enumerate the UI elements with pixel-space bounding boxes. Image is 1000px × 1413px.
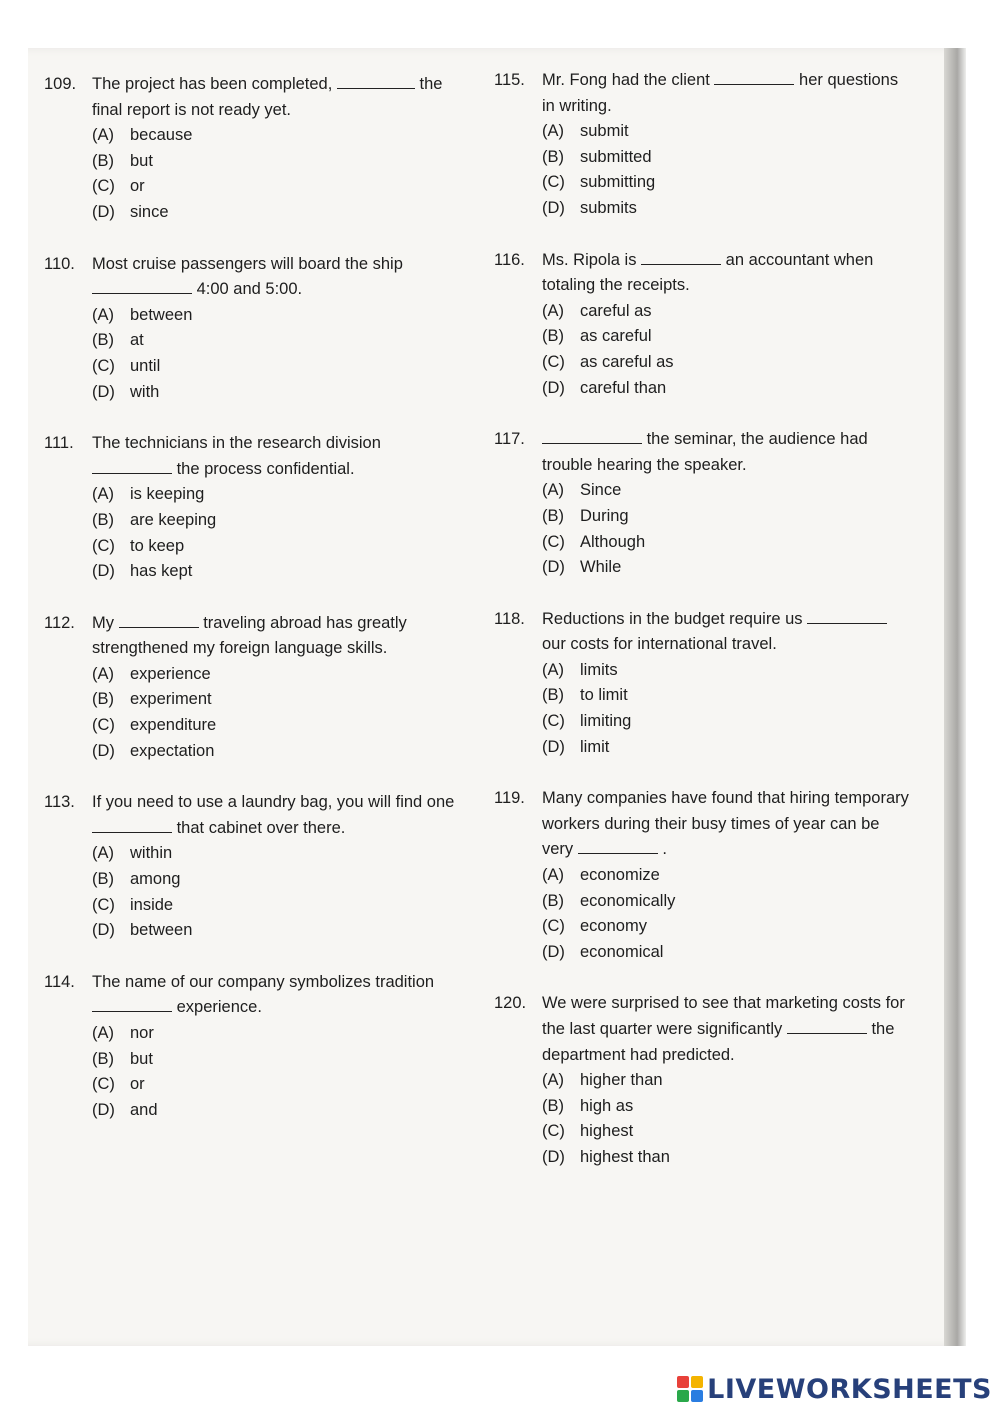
- question-text: [542, 991, 914, 1068]
- option-d[interactable]: (D) with: [92, 382, 160, 401]
- question-number: 117.: [494, 430, 525, 449]
- option-d[interactable]: (D) expectation: [92, 741, 215, 760]
- question-109: [44, 72, 464, 226]
- option-a[interactable]: (A) Since: [542, 481, 622, 500]
- option-a[interactable]: (A) between: [92, 305, 193, 324]
- option-a[interactable]: (A) careful as: [542, 301, 652, 320]
- question-text-after: an accountant when totaling the receipts.: [542, 250, 874, 295]
- answer-blank: [337, 74, 415, 89]
- option-a[interactable]: (A) nor: [92, 1024, 154, 1042]
- question-text-before: If you need to use a laundry bag, you will find one: [92, 793, 455, 812]
- options-list: [92, 662, 464, 764]
- option-c[interactable]: (C) expenditure: [92, 716, 217, 735]
- question-text-after: experience.: [176, 998, 262, 1017]
- answer-blank: [92, 818, 172, 833]
- option-b[interactable]: (B) high as: [542, 1096, 634, 1115]
- answer-blank: [119, 613, 199, 628]
- option-c[interactable]: (C) as careful as: [542, 352, 674, 371]
- question-text: [92, 611, 464, 662]
- answer-blank: [807, 609, 887, 624]
- option-a[interactable]: (A) limits: [542, 660, 618, 679]
- question-110: [44, 252, 464, 406]
- options-list: [542, 299, 914, 401]
- answer-blank: [578, 839, 658, 854]
- question-text-before: Most cruise passengers will board the ship: [92, 254, 403, 273]
- option-b[interactable]: (B) but: [92, 1049, 153, 1068]
- logo-square-red: [677, 1376, 689, 1388]
- question-number: 110.: [44, 254, 75, 273]
- option-a[interactable]: (A) is keeping: [92, 485, 205, 504]
- option-d[interactable]: (D) since: [92, 202, 169, 221]
- question-text-after: traveling abroad has greatly strengthened my foreign language skills.: [92, 613, 407, 658]
- options-list: [542, 863, 914, 965]
- option-d[interactable]: (D) between: [92, 921, 193, 940]
- question-text: [92, 431, 464, 482]
- question-text-after: our costs for international travel.: [542, 635, 777, 654]
- option-a[interactable]: (A) higher than: [542, 1071, 663, 1090]
- option-a[interactable]: (A) experience: [92, 664, 211, 683]
- option-b[interactable]: (B) During: [542, 506, 629, 525]
- option-c[interactable]: (C) Although: [542, 532, 646, 551]
- option-b[interactable]: (B) submitted: [542, 147, 652, 166]
- option-c[interactable]: (C) or: [92, 1075, 145, 1094]
- question-114: [44, 970, 464, 1124]
- question-text-before: Ms. Ripola is: [542, 250, 637, 269]
- liveworksheets-logo: [677, 1373, 992, 1405]
- question-number: 111.: [44, 434, 74, 453]
- question-text-after: the process confidential.: [176, 459, 355, 478]
- question-number: 113.: [44, 793, 75, 812]
- question-text-after: .: [662, 840, 667, 859]
- question-text-after: her questions in writing.: [542, 71, 899, 115]
- logo-square-yellow: [691, 1376, 703, 1388]
- liveworksheets-logo-text: LIVEWORKSHEETS: [707, 1373, 992, 1405]
- question-text: [92, 790, 464, 841]
- answer-blank: [92, 279, 192, 294]
- option-c[interactable]: (C) to keep: [92, 536, 185, 555]
- question-text: [542, 248, 914, 299]
- question-number: 115.: [494, 71, 525, 89]
- option-a[interactable]: (A) within: [92, 844, 173, 863]
- option-c[interactable]: (C) submitting: [542, 173, 656, 192]
- option-d[interactable]: (D) submits: [542, 198, 637, 217]
- answer-blank: [542, 429, 642, 444]
- question-number: 119.: [494, 789, 525, 808]
- question-text-before: My: [92, 613, 114, 632]
- options-list: [542, 478, 914, 580]
- question-119: [494, 786, 914, 965]
- question-text-before: Many companies have found that hiring temporary workers during their busy times of year can be very: [542, 789, 909, 859]
- question-text-before: The project has been completed,: [92, 75, 333, 93]
- answer-blank: [92, 459, 172, 474]
- question-111: [44, 431, 464, 585]
- question-112: [44, 611, 464, 765]
- option-d[interactable]: (D) While: [542, 558, 622, 577]
- question-118: [494, 607, 914, 761]
- question-113: [44, 790, 464, 944]
- question-number: 114.: [44, 972, 75, 991]
- question-number: 112.: [44, 613, 75, 632]
- question-115: [494, 68, 914, 222]
- question-text: [542, 607, 914, 658]
- option-a[interactable]: (A) because: [92, 126, 193, 145]
- option-c[interactable]: (C) or: [92, 177, 145, 196]
- answer-blank: [641, 250, 721, 265]
- options-list: [92, 841, 464, 943]
- options-list: [92, 303, 464, 405]
- question-text-after: 4:00 and 5:00.: [196, 280, 303, 299]
- option-b[interactable]: (B) to limit: [542, 686, 628, 705]
- option-c[interactable]: (C) until: [92, 356, 161, 375]
- option-d[interactable]: (D) highest than: [542, 1147, 670, 1166]
- left-question-column: [44, 72, 464, 1149]
- question-text: [92, 970, 464, 1021]
- options-list: [542, 1068, 914, 1170]
- option-b[interactable]: (B) but: [92, 151, 153, 170]
- logo-square-green: [677, 1390, 689, 1402]
- option-a[interactable]: (A) submit: [542, 122, 629, 141]
- question-number: 109.: [44, 75, 77, 93]
- options-list: [542, 658, 914, 760]
- question-117: [494, 427, 914, 581]
- options-list: [92, 123, 464, 225]
- question-number: 120.: [494, 994, 527, 1013]
- options-list: [542, 119, 914, 221]
- liveworksheets-logo-icon: [677, 1376, 703, 1402]
- option-b[interactable]: (B) economically: [542, 891, 676, 910]
- question-text: [542, 427, 914, 478]
- answer-blank: [714, 70, 794, 85]
- answer-blank: [787, 1019, 867, 1034]
- question-text-before: Reductions in the budget require us: [542, 609, 803, 628]
- right-question-column: [494, 68, 914, 1197]
- question-text: [92, 252, 464, 303]
- answer-blank: [92, 997, 172, 1012]
- question-text-before: Mr. Fong had the client: [542, 71, 710, 89]
- option-b[interactable]: (B) as careful: [542, 327, 652, 346]
- question-text-before: The technicians in the research division: [92, 434, 381, 453]
- option-d[interactable]: (D) careful than: [542, 378, 667, 397]
- question-text-after: that cabinet over there.: [176, 818, 346, 837]
- option-d[interactable]: (D) and: [92, 1100, 158, 1119]
- option-c[interactable]: (C) economy: [542, 917, 647, 936]
- question-116: [494, 248, 914, 402]
- options-list: [92, 1021, 464, 1123]
- option-b[interactable]: (B) experiment: [92, 690, 212, 709]
- question-text-after: the seminar, the audience had trouble hearing the speaker.: [542, 430, 868, 474]
- option-c[interactable]: (C) limiting: [542, 712, 632, 731]
- option-d[interactable]: (D) has kept: [92, 562, 193, 581]
- question-text: [542, 68, 914, 119]
- question-number: 116.: [494, 250, 525, 269]
- question-text-before: The name of our company symbolizes tradition: [92, 972, 435, 991]
- question-text: [542, 786, 914, 863]
- question-text-after: the final report is not ready yet.: [92, 75, 443, 119]
- option-b[interactable]: (B) are keeping: [92, 510, 217, 529]
- question-text: [92, 72, 464, 123]
- option-d[interactable]: (D) limit: [542, 737, 610, 756]
- question-text-after: the department had predicted.: [542, 1020, 895, 1064]
- question-number: 118.: [494, 609, 525, 628]
- option-b[interactable]: (B) at: [92, 331, 144, 350]
- option-b[interactable]: (B) among: [92, 870, 181, 889]
- question-120: [494, 991, 914, 1170]
- options-list: [92, 482, 464, 584]
- option-d[interactable]: (D) economical: [542, 942, 664, 961]
- question-text-before: We were surprised to see that marketing costs for the last quarter were significantly: [542, 994, 905, 1038]
- page-binding-shadow: [944, 48, 966, 1346]
- option-c[interactable]: (C) highest: [542, 1122, 634, 1141]
- logo-square-blue: [691, 1390, 703, 1402]
- option-a[interactable]: (A) economize: [542, 866, 660, 885]
- option-c[interactable]: (C) inside: [92, 895, 174, 914]
